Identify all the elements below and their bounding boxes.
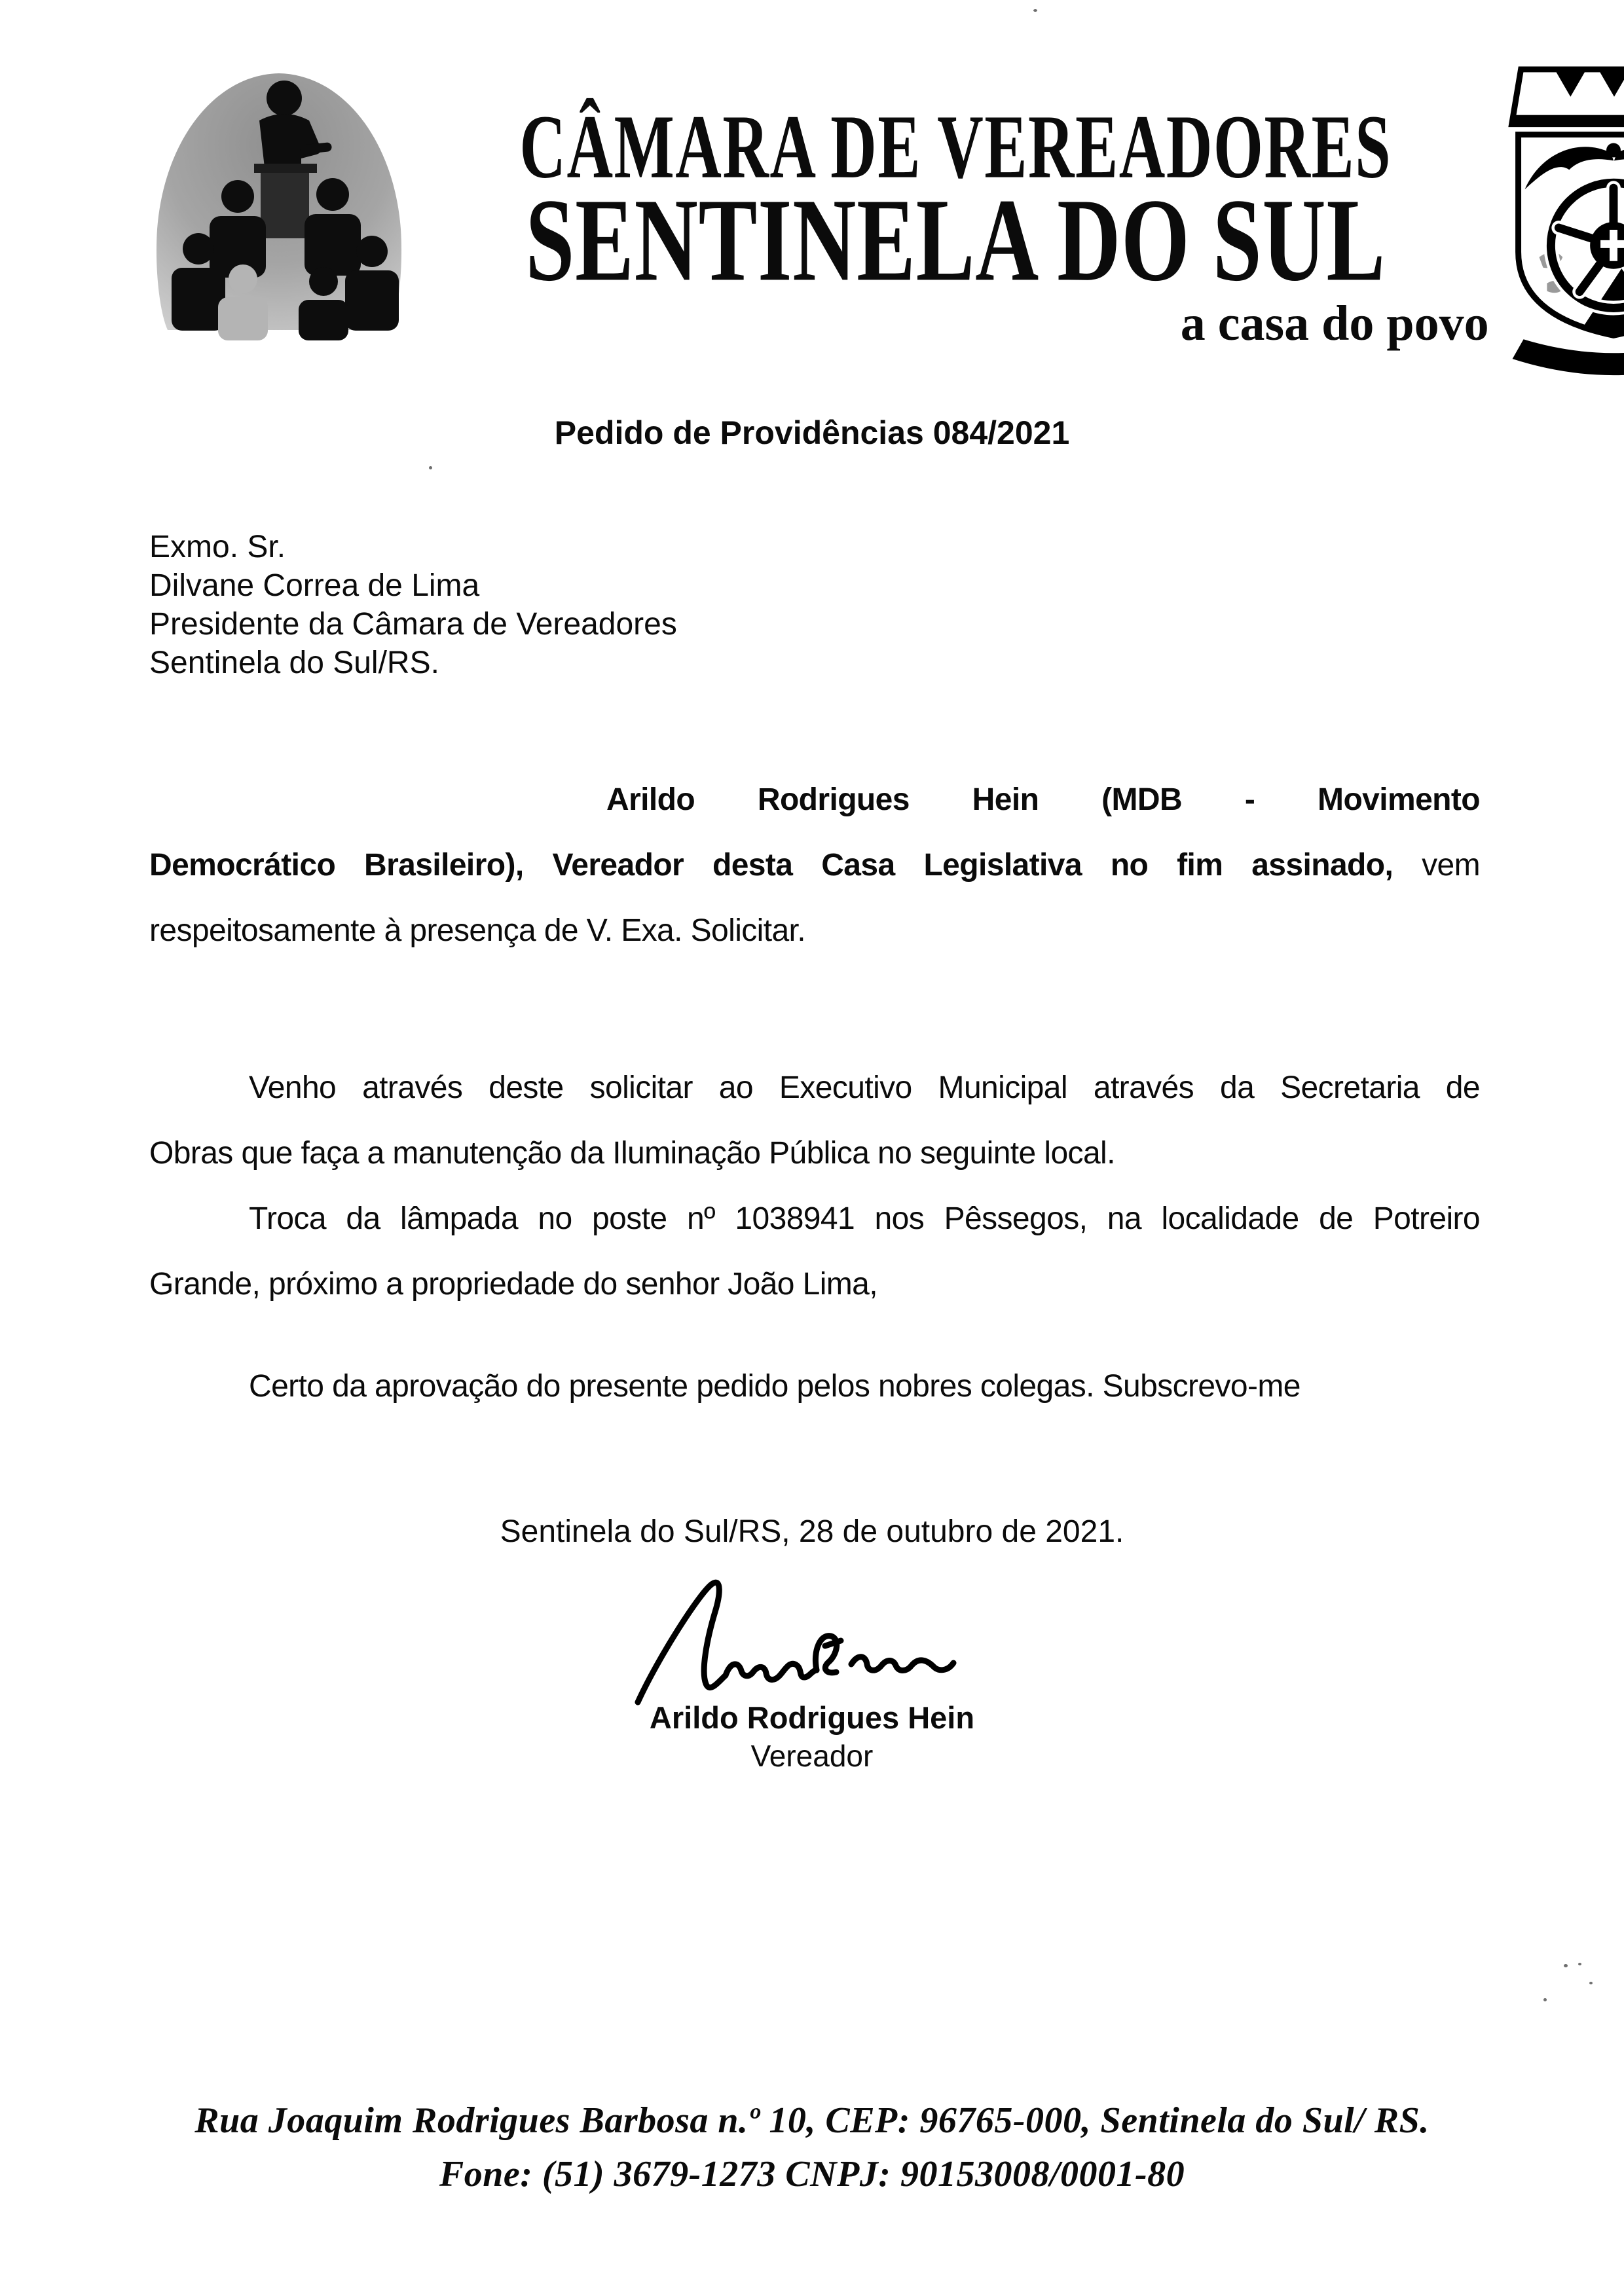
letterhead bbox=[147, 58, 1489, 405]
scan-noise-speck bbox=[1564, 1964, 1568, 1967]
handwritten-signature-icon bbox=[629, 1573, 995, 1711]
addressee-block bbox=[149, 528, 677, 682]
addressee-line-city: Sentinela do Sul/RS. bbox=[149, 646, 439, 680]
signer-name: Arildo Rodrigues Hein bbox=[649, 1700, 975, 1735]
footer-phone-line: Fone: (51) 3679-1273 CNPJ: 90153008/0001-80 bbox=[439, 2154, 1185, 2195]
closing-line: Certo da aprovação do presente pedido pelos nobres colegas. Subscrevo-me bbox=[249, 1369, 1301, 1404]
council-assembly-people-icon bbox=[147, 65, 411, 340]
scan-noise-speck bbox=[1033, 9, 1037, 12]
scan-noise-speck bbox=[1543, 1998, 1547, 2001]
addressee-line-title: Presidente da Câmara de Vereadores bbox=[149, 607, 677, 642]
request-line-2: Obras que faça a manutenção da Iluminação Pública no seguinte local. bbox=[149, 1136, 1115, 1171]
request-line-3: Troca da lâmpada no poste nº 1038941 nos Pêssegos, na localidade de Potreiro bbox=[249, 1201, 1480, 1236]
signature-block bbox=[0, 1573, 1624, 1776]
org-name-block bbox=[411, 58, 1501, 351]
addressee-line-name: Dilvane Correa de Lima bbox=[149, 568, 480, 603]
org-name-line1-text: CÂMARA DE VEREADORES bbox=[519, 96, 1392, 198]
request-paragraphs bbox=[149, 1055, 1480, 1317]
intro-line-2-bold: Democrático Brasileiro), Vereador desta Casa Legislativa no fim assinado, bbox=[149, 848, 1393, 883]
org-name-line2 bbox=[411, 175, 1501, 306]
scan-noise-speck bbox=[429, 466, 432, 469]
scan-noise-speck bbox=[1589, 1982, 1593, 1984]
addressee-line-salutation: Exmo. Sr. bbox=[149, 530, 286, 564]
intro-line-2-regular: vem bbox=[1422, 848, 1480, 883]
intro-line-2 bbox=[149, 833, 1480, 898]
municipal-coat-of-arms-icon bbox=[1501, 62, 1624, 388]
intro-line-1-text: Arildo Rodrigues Hein (MDB - Movimento bbox=[606, 782, 1480, 817]
scan-noise-speck bbox=[1578, 1963, 1581, 1965]
footer-address-block bbox=[0, 2094, 1624, 2201]
dateline: Sentinela do Sul/RS, 28 de outubro de 2021. bbox=[500, 1514, 1124, 1549]
request-line-1: Venho através deste solicitar ao Executivo Municipal através da Secretaria de bbox=[249, 1070, 1480, 1105]
intro-line-1 bbox=[149, 767, 1480, 833]
signer-role: Vereador bbox=[750, 1739, 874, 1773]
intro-paragraph bbox=[149, 767, 1480, 964]
org-name-line2-text: SENTINELA DO SUL bbox=[525, 175, 1386, 306]
closing-paragraph bbox=[149, 1354, 1480, 1419]
request-line-4: Grande, próximo a propriedade do senhor João Lima, bbox=[149, 1267, 878, 1302]
intro-line-3: respeitosamente à presença de V. Exa. Solicitar. bbox=[149, 913, 806, 948]
org-tagline: a casa do povo bbox=[1180, 296, 1489, 351]
document-title: Pedido de Providências 084/2021 bbox=[554, 414, 1070, 451]
footer-address-line: Rua Joaquim Rodrigues Barbosa n.º 10, CEP: 96765-000, Sentinela do Sul/ RS. bbox=[194, 2100, 1430, 2141]
